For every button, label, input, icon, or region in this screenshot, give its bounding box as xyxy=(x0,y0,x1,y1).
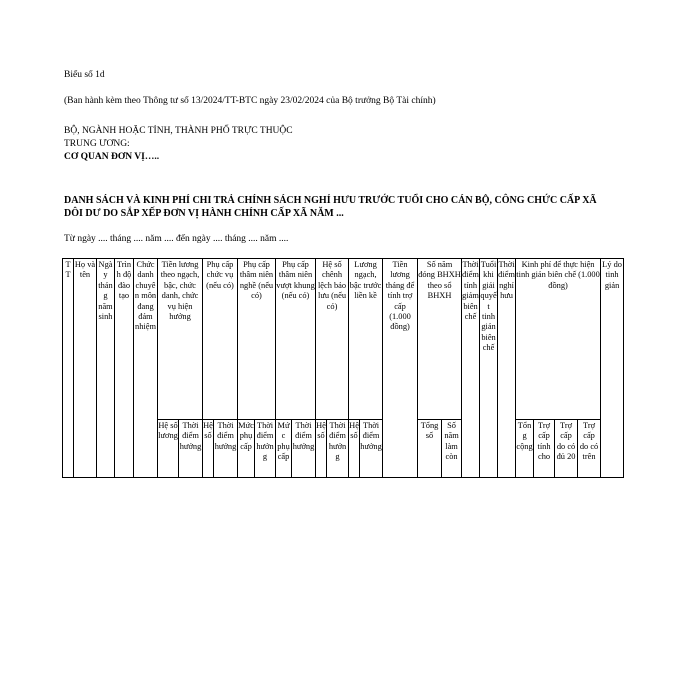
sub-he-so-ngach: Hệ số xyxy=(349,420,360,478)
col-he-so-chenh-lech: Hệ số chênh lệch bảo lưu (nếu có) xyxy=(316,259,349,420)
sub-tro-cap-tinh-cho: Trợ cấp tính cho xyxy=(534,420,555,478)
sub-tong-cong: Tổng cộng xyxy=(516,420,534,478)
sub-thoi-diem-huong-chenh-lech: Thời điểm hưởng xyxy=(327,420,349,478)
col-trinh-do: Trình độ đào tạo xyxy=(115,259,134,478)
sub-muc-phu-cap-vuot-khung: Mức phụ cấp xyxy=(276,420,292,478)
sub-thoi-diem-huong-ngach: Thời điểm hưởng xyxy=(360,420,383,478)
sub-he-so-luong: Hệ số lương xyxy=(158,420,179,478)
col-tuoi-khi-giai-quyet: Tuổi khi giải quyết tinh giản biên chế xyxy=(480,259,498,478)
col-tien-luong: Tiền lương theo ngạch, bậc, chức danh, chức vụ hiện hưởng xyxy=(158,259,203,420)
period-line: Từ ngày .... tháng .... năm .... đến ngày .... tháng .... năm .... xyxy=(64,234,289,244)
agency-heading: CƠ QUAN ĐƠN VỊ….. xyxy=(64,152,160,162)
col-tt: TT xyxy=(63,259,74,478)
col-chuc-danh: Chức danh chuyên môn đang đảm nhiệm xyxy=(134,259,158,478)
col-ho-ten: Họ và tên xyxy=(74,259,97,478)
ministry-heading xyxy=(64,125,293,151)
col-tien-luong-tinh-tro-cap: Tiền lương tháng để tính trợ cấp (1.000 đồng) xyxy=(383,259,418,478)
issuance-note: (Ban hành kèm theo Thông tư số 13/2024/TT-BTC ngày 23/02/2024 của Bộ trưởng Bộ Tài chính) xyxy=(64,96,436,106)
sub-thoi-diem-huong-chuc-vu: Thời điểm hưởng xyxy=(214,420,238,478)
col-ngay-sinh: Ngày tháng năm sinh xyxy=(97,259,115,478)
sub-tro-cap-du-20: Trợ cấp do có đủ 20 xyxy=(555,420,578,478)
sub-thoi-diem-huong-vuot-khung: Thời điểm hưởng xyxy=(292,420,316,478)
col-kinh-phi: Kinh phí để thực hiện tinh giản biên chế (1.000 đồng) xyxy=(516,259,601,420)
sub-tro-cap-tren: Trợ cấp do có trên xyxy=(578,420,601,478)
col-thoi-diem-tinh: Thời điểm tính giảm biên chế xyxy=(462,259,480,478)
sub-he-so-chuc-vu: Hệ số xyxy=(203,420,214,478)
col-phu-cap-chuc-vu: Phụ cấp chức vụ (nếu có) xyxy=(203,259,238,420)
ministry-line-2: TRUNG ƯƠNG: xyxy=(64,139,130,149)
sub-thoi-diem-huong-nghe: Thời điểm hưởng xyxy=(255,420,276,478)
col-phu-cap-tham-nien-nghe: Phụ cấp thâm niên nghề (nếu có) xyxy=(238,259,276,420)
sub-tong-so-bhxh: Tổng số xyxy=(418,420,442,478)
title-line-1: DANH SÁCH VÀ KINH PHÍ CHI TRẢ CHÍNH SÁCH NGHỈ HƯU TRƯỚC TUỔI CHO CÁN BỘ, CÔNG CHỨC CẤP XÃ xyxy=(64,195,597,206)
ministry-line-1: BỘ, NGÀNH HOẶC TỈNH, THÀNH PHỐ TRỰC THUỘC xyxy=(64,126,293,136)
col-phu-cap-vuot-khung: Phụ cấp thâm niên vượt khung (nếu có) xyxy=(276,259,316,420)
document-title xyxy=(64,194,597,220)
sub-thoi-diem-huong-luong: Thời điểm hưởng xyxy=(179,420,203,478)
col-so-nam-bhxh: Số năm đóng BHXH theo sổ BHXH xyxy=(418,259,462,420)
sub-muc-phu-cap-nghe: Mức phụ cấp xyxy=(238,420,255,478)
col-ly-do: Lý do tinh giản xyxy=(601,259,624,478)
sub-he-so-chenh-lech: Hệ số xyxy=(316,420,327,478)
personnel-table xyxy=(62,258,641,478)
col-thoi-diem-nghi-huu: Thời điểm nghỉ hưu xyxy=(498,259,516,478)
form-code: Biểu số 1d xyxy=(64,70,105,80)
title-line-2: DÔI DƯ DO SẮP XẾP ĐƠN VỊ HÀNH CHÍNH CẤP XÃ NĂM ... xyxy=(64,208,344,219)
sub-so-nam-lam-con: Số năm làm còn xyxy=(442,420,462,478)
col-luong-ngach-bac: Lương ngạch, bậc trước liền kề xyxy=(349,259,383,420)
